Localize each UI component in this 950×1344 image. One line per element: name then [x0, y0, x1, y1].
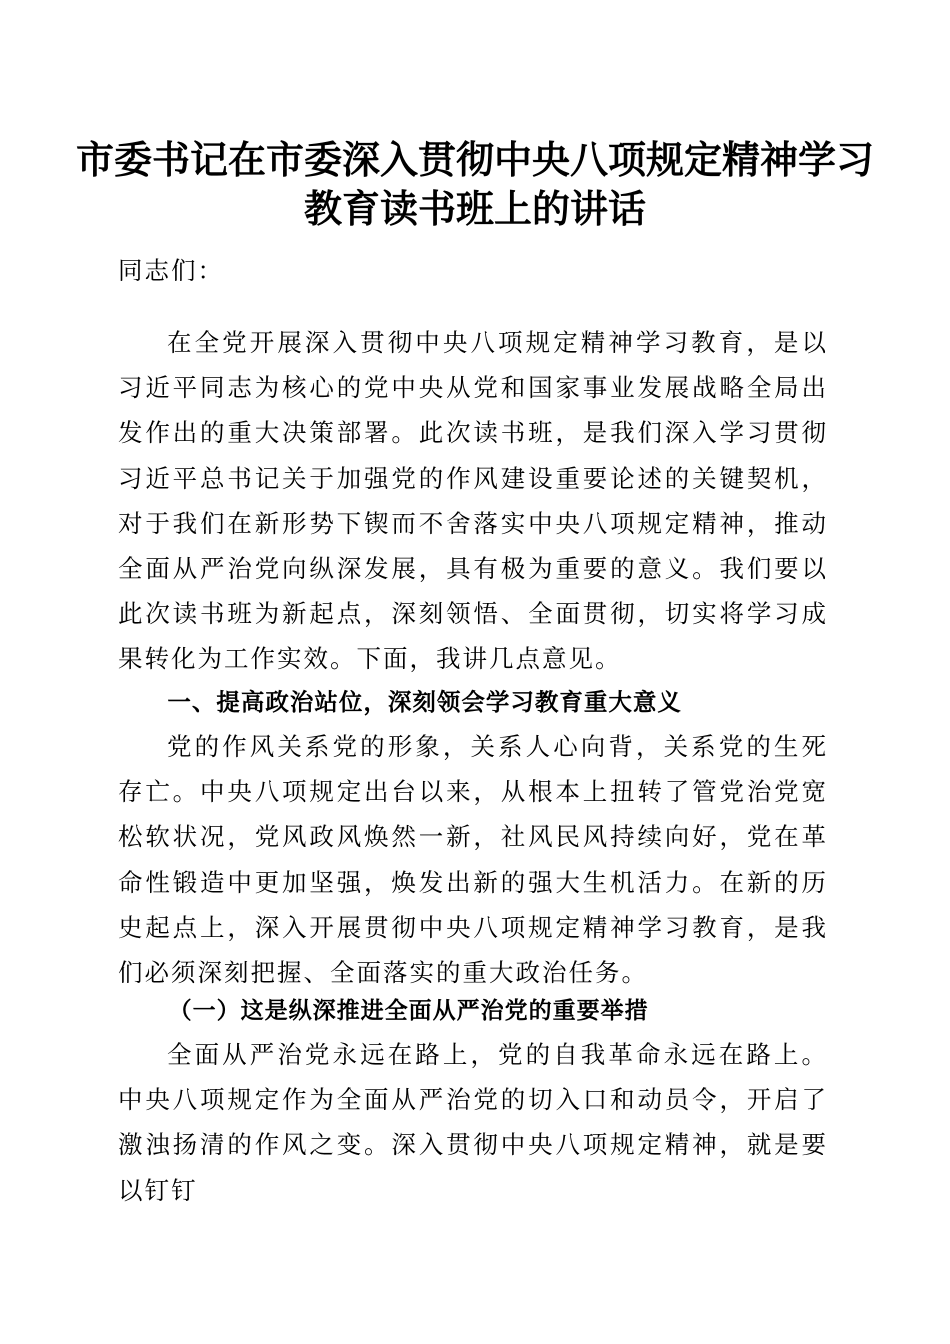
paragraph-intro: 在全党开展深入贯彻中央八项规定精神学习教育，是以习近平同志为核心的党中央从党和国家事业发展战略全局出发作出的重大决策部署。此次读书班，是我们深入学习贯彻习近平总书记关于加强党的作风建设重要论述的关键契机，对于我们在新形势下锲而不舍落实中央八项规定精神，推动全面从严治党向纵深发展，具有极为重要的意义。我们要以此次读书班为新起点，深刻领悟、全面贯彻，切实将学习成果转化为工作实效。下面，我讲几点意见。 [118, 328, 828, 674]
paragraph-subsection-1: 全面从严治党永远在路上，党的自我革命永远在路上。中央八项规定作为全面从严治党的切入口和动员令，开启了激浊扬清的作风之变。深入贯彻中央八项规定精神，就是要以钉钉 [118, 1040, 828, 1205]
section-heading-1: 一、提高政治站位，深刻领会学习教育重大意义 [167, 688, 682, 716]
salutation: 同志们： [118, 256, 224, 285]
subsection-heading-1: （一）这是纵深推进全面从严治党的重要举措 [168, 997, 649, 1024]
paragraph-section-1: 党的作风关系党的形象，关系人心向背，关系党的生死存亡。中央八项规定出台以来，从根本上扭转了管党治党宽松软状况，党风政风焕然一新，社风民风持续向好，党在革命性锻造中更加坚强，焕发出新的强大生机活力。在新的历史起点上，深入开展贯彻中央八项规定精神学习教育，是我们必须深刻把握、全面落实的重大政治任务。 [118, 732, 828, 988]
document-title: 市委书记在市委深入贯彻中央八项规定精神学习教育读书班上的讲话 [75, 137, 874, 231]
